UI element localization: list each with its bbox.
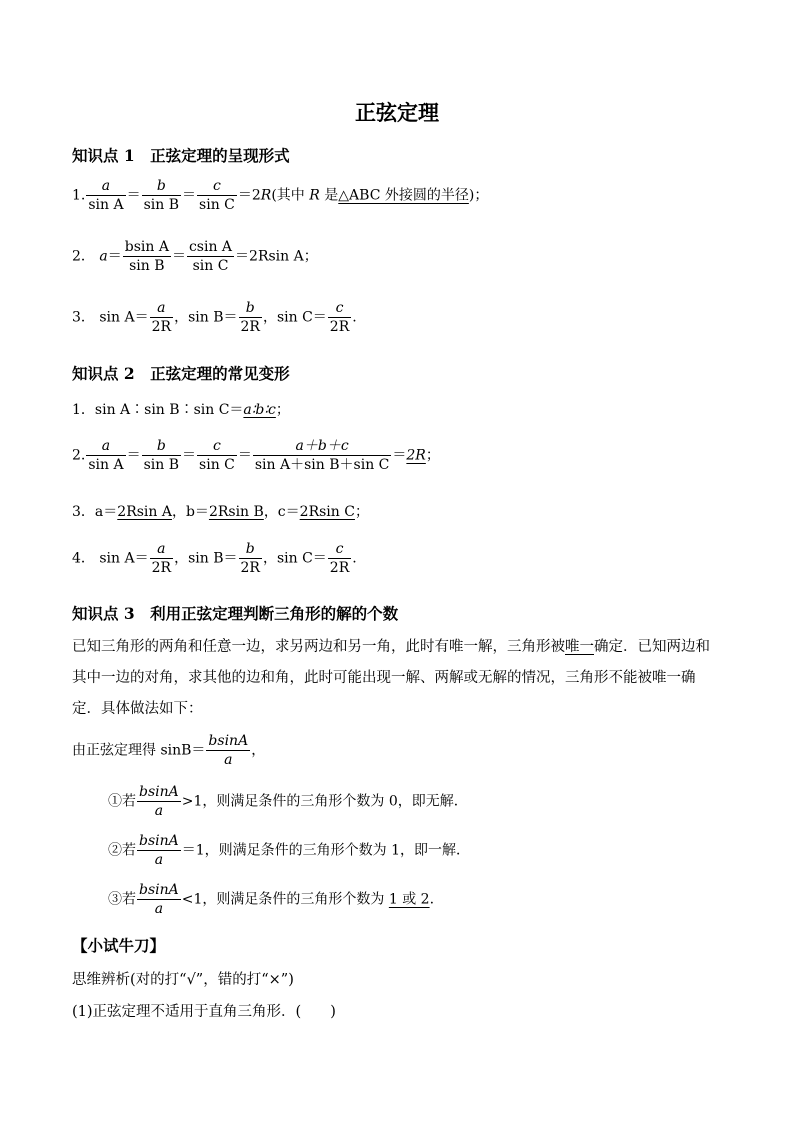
formula-1-2: 2． a＝ $\frac{\text{bsin A}}{\text{sin B}}$ ＝ $\frac{\text{csin A}}{\text{sin C}}$ ＝2Rsin A； (72, 239, 318, 274)
formula-1-3: 3． sin A＝ $\frac{a}{2R}$ ，sin B＝ $\frac{b}{2R}$ ，sin C＝ $\frac{c}{2R}$ . (72, 300, 357, 335)
practice-question-1: (1)正弦定理不适用于直角三角形．( ) (72, 1004, 336, 1020)
formula-2-2: 2. $\frac{a}{\text{sin A}}$ ＝ $\frac{b}{\text{sin B}}$ ＝ $\frac{c}{\text{sin C}}$ ＝ $\frac{a+b+c}{\text{sin A＋sin B＋sin C}}$ ＝2R； (72, 438, 440, 473)
practice-heading: 【小试牛刀】 (72, 936, 166, 955)
formula-2-4: 4． sin A＝ $\frac{a}{2R}$ ，sin B＝ $\frac{b}{2R}$ ，sin C＝ $\frac{c}{2R}$ . (72, 541, 357, 576)
formula-2-1: 1．sin A∶sin B∶sin C＝a∶b∶c； (72, 402, 290, 418)
section-3-heading: 知识点 3 利用正弦定理判断三角形的解的个数 (72, 604, 399, 623)
case-2: ②若 $\frac{bsinA}{a}$ ＝1，则满足条件的三角形个数为 1，即一解． (108, 833, 471, 868)
formula-2-3: 3．a＝2Rsin A，b＝2Rsin B，c＝2Rsin C； (72, 504, 369, 520)
case-1: ①若 $\frac{bsinA}{a}$ >1，则满足条件的三角形个数为 0，即无解． (108, 784, 468, 819)
page-title: 正弦定理 (355, 100, 439, 125)
sine-law-derivation: 由正弦定理得 sinB＝ $\frac{bsinA}{a}$ ， (72, 733, 266, 768)
section-2-heading: 知识点 2 正弦定理的常见变形 (72, 364, 290, 383)
section-1-heading: 知识点 1 正弦定理的呈现形式 (72, 146, 290, 165)
case-3: ③若 $\frac{bsinA}{a}$ <1，则满足条件的三角形个数为 1 或 2. (108, 882, 435, 917)
formula-1-1: 1. $\frac{a}{\text{sin A}}$ ＝ $\frac{b}{\text{sin B}}$ ＝ $\frac{c}{\text{sin C}}$ ＝2R(其中 R 是△ABC 外接圆的半径)； (72, 178, 489, 213)
practice-instruction: 思维辨析(对的打“√”，错的打“×”) (72, 972, 294, 988)
section-3-paragraph: 已知三角形的两角和任意一边，求另两边和另一角，此时有唯一解，三角形被唯一确定．已知两边和其中一边的对角，求其他的边和角，此时可能出现一解、两解或无解的情况，三角形不能被唯一确定．具体做法如下： (72, 639, 710, 717)
